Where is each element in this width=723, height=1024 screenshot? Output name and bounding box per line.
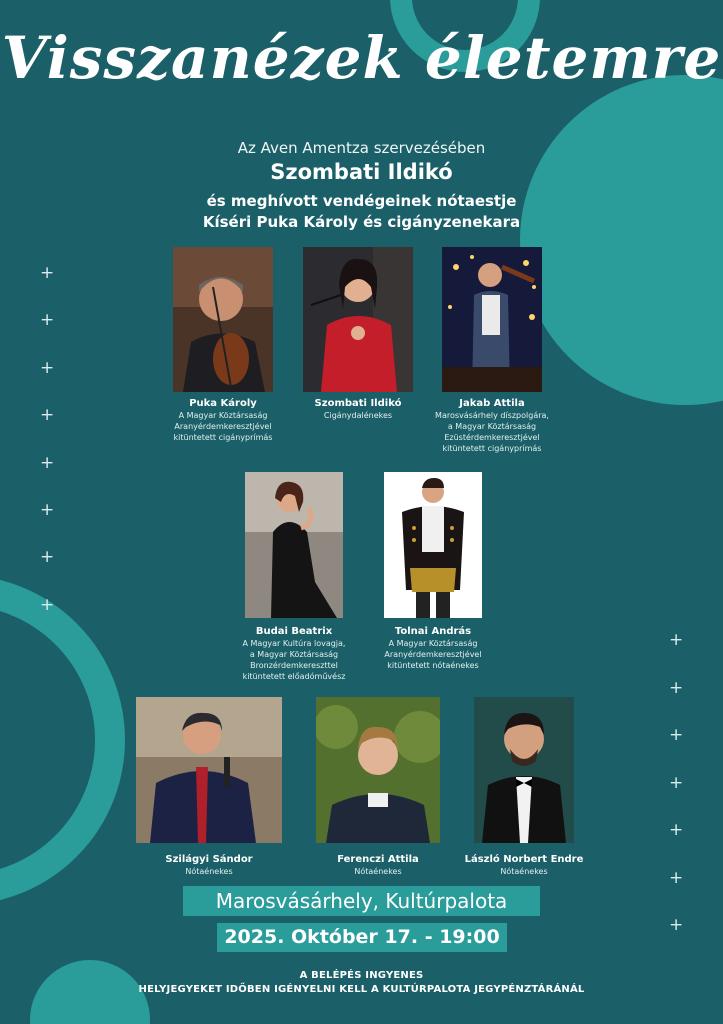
plus-icon: +	[40, 310, 55, 330]
performer-role: A Magyar Kultúra lovagja, a Magyar Köztársaság Bronzérdemkereszttel kitüntetett előadóművész	[242, 639, 346, 681]
performer-jakab-attila	[417, 397, 567, 454]
photo-jakab-attila	[442, 247, 542, 392]
plus-icon: +	[669, 678, 684, 698]
plus-icon: +	[40, 500, 55, 520]
performer-name: Jakab Attila	[459, 398, 525, 409]
plus-icon: +	[40, 595, 55, 615]
performer-budai-beatrix	[220, 625, 368, 682]
free-entry-notice: A BELÉPÉS INGYENES	[299, 970, 424, 981]
plus-icon: +	[669, 820, 684, 840]
plus-icon: +	[669, 773, 684, 793]
performer-role: Cigánydalénekes	[323, 411, 393, 420]
performer-szilagyi-sandor	[134, 853, 284, 877]
performer-name: Ferenczi Attila	[337, 854, 419, 865]
performer-puka-karoly	[150, 397, 296, 443]
plus-icon: +	[669, 915, 684, 935]
performer-role: Nótaénekes	[185, 867, 233, 876]
date-banner: 2025. Október 17. - 19:00	[217, 923, 507, 952]
plus-icon: +	[40, 453, 55, 473]
performer-szombati-ildiko	[283, 397, 433, 421]
headliner-name: Szombati Ildikó	[270, 160, 453, 184]
decorative-circle-right	[520, 75, 723, 405]
ticket-notice: HELYJEGYEKET IDŐBEN IGÉNYELNI KELL A KULTÚRPALOTA JEGYPÉNZTÁRÁNÁL	[138, 984, 585, 995]
performer-role: A Magyar Köztársaság Aranyérdemkeresztjével kitüntetett nótaénekes	[384, 639, 482, 670]
performer-tolnai-andras	[358, 625, 508, 671]
performer-name: Budai Beatrix	[255, 626, 333, 637]
performer-name: Szilágyi Sándor	[165, 854, 253, 865]
organizer-line: Az Aven Amentza szervezésében	[237, 139, 486, 157]
performer-role: Nótaénekes	[354, 867, 402, 876]
photo-ferenczi-attila	[316, 697, 440, 843]
plus-icon: +	[669, 868, 684, 888]
photo-budai-beatrix	[245, 472, 343, 618]
photo-tolnai-andras	[384, 472, 482, 618]
performer-name: László Norbert Endre	[464, 854, 584, 865]
performer-name: Szombati Ildikó	[314, 398, 402, 409]
subtitle-line-1: és meghívott vendégeinek nótaestje	[206, 192, 517, 210]
performer-laszlo-norbert-endre	[449, 853, 599, 877]
plus-icon: +	[40, 358, 55, 378]
poster-title: Visszanézek életemre	[1, 24, 722, 92]
plus-icon: +	[669, 630, 684, 650]
photo-szombati-ildiko	[303, 247, 413, 392]
performer-role: Nótaénekes	[500, 867, 548, 876]
photo-laszlo-norbert-endre	[474, 697, 574, 843]
performer-name: Puka Károly	[189, 398, 257, 409]
performer-role: Marosvásárhely díszpolgára, a Magyar Köztársaság Ezüstérdemkeresztjével kitüntetett cigányprímás	[435, 411, 549, 453]
plus-icon: +	[40, 263, 55, 283]
performer-role: A Magyar Köztársaság Aranyérdemkeresztjével kitüntetett cigányprímás	[173, 411, 273, 442]
plus-icon: +	[669, 725, 684, 745]
plus-icon: +	[40, 405, 55, 425]
subtitle-line-2: Kíséri Puka Károly és cigányzenekara	[202, 213, 521, 231]
photo-puka-karoly	[173, 247, 273, 392]
decorative-ring-left	[0, 575, 125, 905]
photo-szilagyi-sandor	[136, 697, 282, 843]
venue-banner: Marosvásárhely, Kultúrpalota	[183, 886, 540, 916]
performer-ferenczi-attila	[303, 853, 453, 877]
plus-icon: +	[40, 547, 55, 567]
performer-name: Tolnai András	[394, 626, 472, 637]
